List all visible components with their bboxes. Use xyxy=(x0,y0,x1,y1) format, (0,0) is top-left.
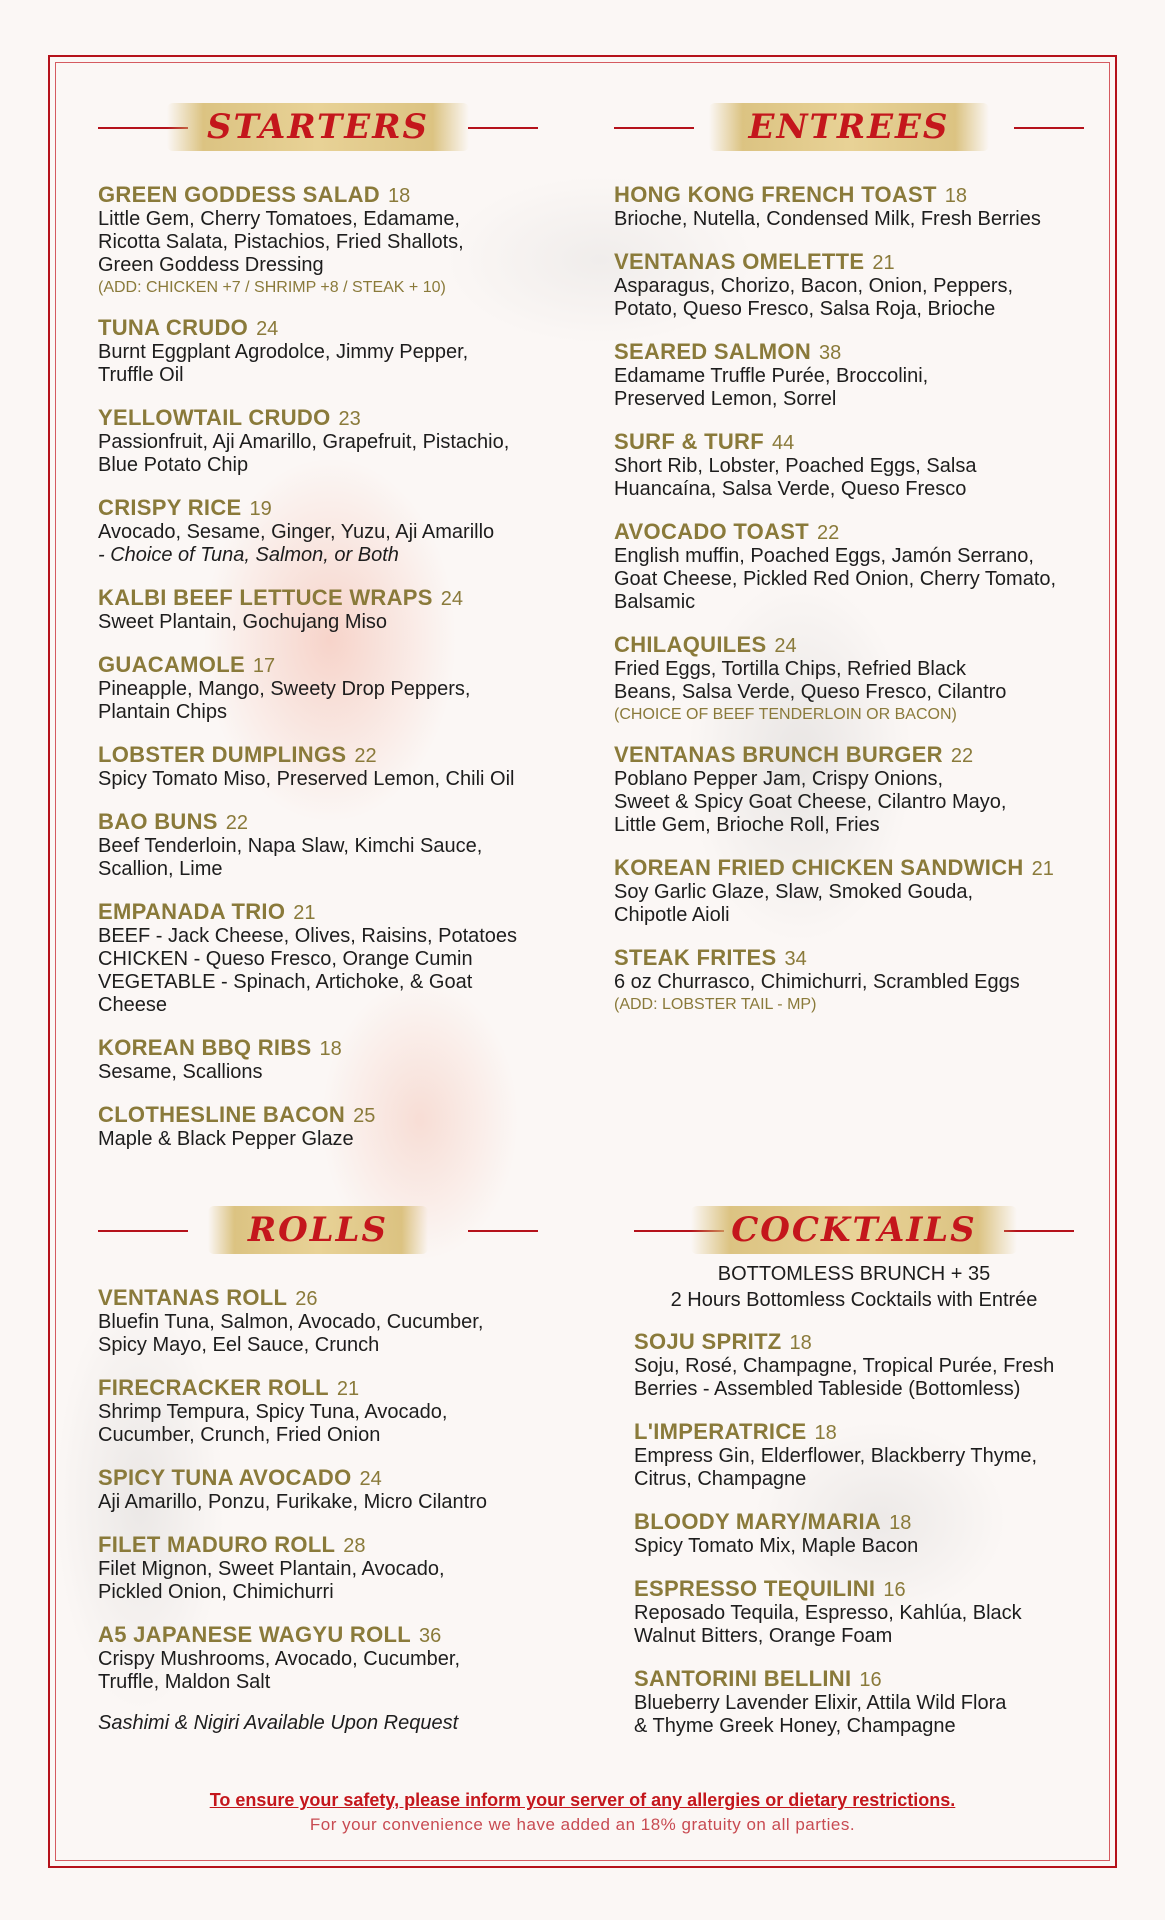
item-description: Aji Amarillo, Ponzu, Furikake, Micro Cilantro xyxy=(98,1491,488,1513)
allergy-warning: To ensure your safety, please inform your server of any allergies or dietary restrictions. xyxy=(209,1790,956,1810)
rolls-title: ROLLS xyxy=(247,1210,389,1250)
item-name: VENTANAS BRUNCH BURGER xyxy=(614,742,943,767)
item-name: VENTANAS OMELETTE xyxy=(614,249,865,274)
item-description: Shrimp Tempura, Spicy Tuna, Avocado, Cucumber, Crunch, Fried Onion xyxy=(98,1401,448,1446)
menu-item xyxy=(614,249,1084,321)
item-name: FILET MADURO ROLL xyxy=(98,1532,336,1557)
item-price: 28 xyxy=(343,1535,366,1557)
item-name: EMPANADA TRIO xyxy=(98,899,286,924)
item-description: Spicy Tomato Mix, Maple Bacon xyxy=(634,1535,919,1557)
item-description: Pineapple, Mango, Sweety Drop Peppers, Plantain Chips xyxy=(98,678,471,723)
item-description: Reposado Tequila, Espresso, Kahlúa, Black Walnut Bitters, Orange Foam xyxy=(634,1602,1022,1647)
menu-item xyxy=(634,1666,1074,1738)
item-price: 16 xyxy=(883,1579,906,1601)
menu-item xyxy=(614,742,1084,837)
item-description: Brioche, Nutella, Condensed Milk, Fresh Berries xyxy=(614,208,1041,230)
item-name: CHILAQUILES xyxy=(614,632,767,657)
starters-title: STARTERS xyxy=(206,107,430,147)
menu-item xyxy=(614,429,1084,501)
item-description: Blueberry Lavender Elixir, Attila Wild Flora & Thyme Greek Honey, Champagne xyxy=(634,1692,1007,1737)
item-description: Beef Tenderloin, Napa Slaw, Kimchi Sauce, Scallion, Lime xyxy=(98,835,483,880)
item-description: Edamame Truffle Purée, Broccolini, Preserved Lemon, Sorrel xyxy=(614,365,929,410)
item-price: 25 xyxy=(353,1105,376,1127)
bottomless-price: BOTTOMLESS BRUNCH + 35 xyxy=(717,1263,991,1285)
item-description: Avocado, Sesame, Ginger, Yuzu, Aji Amarillo xyxy=(98,521,495,543)
item-name: CLOTHESLINE BACON xyxy=(98,1102,346,1127)
menu-item xyxy=(98,585,538,634)
item-name: SPICY TUNA AVOCADO xyxy=(98,1465,352,1490)
item-addon-note: (CHOICE OF BEEF TENDERLOIN OR BACON) xyxy=(614,706,957,723)
menu-item xyxy=(98,495,538,567)
item-description: Short Rib, Lobster, Poached Eggs, Salsa Huancaína, Salsa Verde, Queso Fresco xyxy=(614,455,977,500)
menu-item xyxy=(634,1576,1074,1648)
menu-item xyxy=(98,1532,538,1604)
item-name: SURF & TURF xyxy=(614,429,764,454)
menu-item xyxy=(98,1285,538,1357)
cocktails-title: COCKTAILS xyxy=(731,1210,977,1250)
item-name: GUACAMOLE xyxy=(98,652,245,677)
item-price: 23 xyxy=(338,408,361,430)
menu-item xyxy=(634,1509,1074,1558)
rolls-footnote: Sashimi & Nigiri Available Upon Request xyxy=(98,1712,459,1734)
item-name: STEAK FRITES xyxy=(614,945,777,970)
item-description: Spicy Tomato Miso, Preserved Lemon, Chili Oil xyxy=(98,768,515,790)
item-name: SANTORINI BELLINI xyxy=(634,1666,852,1691)
rolls-column xyxy=(98,1205,538,1735)
item-name: BAO BUNS xyxy=(98,809,218,834)
menu-item xyxy=(614,339,1084,411)
item-price: 21 xyxy=(293,902,316,924)
item-price: 24 xyxy=(256,318,279,340)
item-price: 21 xyxy=(336,1378,360,1400)
entrees-column xyxy=(614,102,1084,1032)
item-description: Soy Garlic Glaze, Slaw, Smoked Gouda, Chipotle Aioli xyxy=(614,881,974,926)
item-name: CRISPY RICE xyxy=(98,495,242,520)
menu-item xyxy=(614,182,1084,231)
item-description: Asparagus, Chorizo, Bacon, Onion, Peppers, Potato, Queso Fresco, Salsa Roja, Brioche xyxy=(614,275,1014,320)
item-description: Crispy Mushrooms, Avocado, Cucumber, Truffle, Maldon Salt xyxy=(98,1648,461,1693)
item-price: 38 xyxy=(819,342,842,364)
item-description: Sesame, Scallions xyxy=(98,1061,263,1083)
item-name: YELLOWTAIL CRUDO xyxy=(98,405,331,430)
item-description: Poblano Pepper Jam, Crispy Onions, Sweet & Spicy Goat Cheese, Cilantro Mayo, Little Gem, Brioche Roll, Fries xyxy=(614,768,1007,836)
item-name: VENTANAS ROLL xyxy=(98,1285,288,1310)
item-description: Little Gem, Cherry Tomatoes, Edamame, Ricotta Salata, Pistachios, Fried Shallots, Green Goddess Dressing xyxy=(98,208,464,276)
item-price: 22 xyxy=(816,522,840,544)
item-description: English muffin, Poached Eggs, Jamón Serrano, Goat Cheese, Pickled Red Onion, Cherry Tomato, Balsamic xyxy=(614,545,1057,613)
item-price: 17 xyxy=(252,655,276,677)
item-price: 26 xyxy=(295,1288,318,1310)
item-description: 6 oz Churrasco, Chimichurri, Scrambled Eggs xyxy=(614,971,1020,993)
menu-item xyxy=(98,899,538,1017)
item-price: 44 xyxy=(771,432,795,454)
item-name: L'IMPERATRICE xyxy=(634,1419,807,1444)
item-price: 22 xyxy=(225,812,248,834)
item-price: 18 xyxy=(789,1332,812,1354)
gratuity-notice: For your convenience we have added an 18% gratuity on all parties. xyxy=(309,1815,856,1834)
item-description: Filet Mignon, Sweet Plantain, Avocado, Pickled Onion, Chimichurri xyxy=(98,1558,445,1603)
menu-item xyxy=(614,632,1084,724)
item-name: GREEN GODDESS SALAD xyxy=(98,182,380,207)
item-price: 24 xyxy=(440,588,464,610)
item-price: 24 xyxy=(774,635,797,657)
item-addon-note: (ADD: LOBSTER TAIL - MP) xyxy=(614,996,817,1013)
item-description: Soju, Rosé, Champagne, Tropical Purée, Fresh Berries - Assembled Tableside (Bottomless) xyxy=(634,1355,1055,1400)
item-addon-note: (ADD: CHICKEN +7 / SHRIMP +8 / STEAK + 10) xyxy=(98,279,446,296)
starters-heading xyxy=(98,102,538,152)
menu-item xyxy=(98,182,538,297)
item-name: KOREAN FRIED CHICKEN SANDWICH xyxy=(614,855,1024,880)
rolls-heading xyxy=(98,1205,538,1255)
starters-column xyxy=(98,102,538,1169)
item-price: 18 xyxy=(387,185,411,207)
item-choice: - Choice of Tuna, Salmon, or Both xyxy=(98,544,399,566)
item-price: 21 xyxy=(1031,858,1054,880)
item-name: SOJU SPRITZ xyxy=(634,1329,782,1354)
item-description: Maple & Black Pepper Glaze xyxy=(98,1128,354,1150)
menu-item xyxy=(634,1329,1074,1401)
item-name: KALBI BEEF LETTUCE WRAPS xyxy=(98,585,433,610)
menu-item xyxy=(614,855,1084,927)
item-name: LOBSTER DUMPLINGS xyxy=(98,742,347,767)
item-name: A5 JAPANESE WAGYU ROLL xyxy=(98,1622,412,1647)
item-price: 34 xyxy=(784,948,807,970)
footer xyxy=(0,1790,1165,1835)
menu-item xyxy=(98,652,538,724)
item-name: TUNA CRUDO xyxy=(98,315,249,340)
item-price: 24 xyxy=(359,1468,382,1490)
menu-item xyxy=(634,1419,1074,1491)
menu-item xyxy=(98,809,538,881)
item-description: Sweet Plantain, Gochujang Miso xyxy=(98,611,388,633)
menu-item xyxy=(98,405,538,477)
menu-item xyxy=(98,315,538,387)
item-name: ESPRESSO TEQUILINI xyxy=(634,1576,876,1601)
menu-item xyxy=(98,1375,538,1447)
item-description: Empress Gin, Elderflower, Blackberry Thyme, Citrus, Champagne xyxy=(634,1445,1038,1490)
item-price: 22 xyxy=(950,745,974,767)
item-description: Bluefin Tuna, Salmon, Avocado, Cucumber, Spicy Mayo, Eel Sauce, Crunch xyxy=(98,1311,484,1356)
item-name: AVOCADO TOAST xyxy=(614,519,809,544)
menu-item xyxy=(98,1622,538,1694)
cocktails-heading xyxy=(634,1205,1074,1255)
item-description: Burnt Eggplant Agrodolce, Jimmy Pepper, Truffle Oil xyxy=(98,341,469,386)
item-price: 22 xyxy=(354,745,377,767)
entrees-heading xyxy=(614,102,1084,152)
item-description: BEEF - Jack Cheese, Olives, Raisins, Potatoes CHICKEN - Queso Fresco, Orange Cumin VEGETABLE - Spinach, Artichoke, & Goat Cheese xyxy=(98,925,518,1016)
item-name: FIRECRACKER ROLL xyxy=(98,1375,329,1400)
bottomless-detail: 2 Hours Bottomless Cocktails with Entrée xyxy=(670,1289,1038,1311)
menu-item xyxy=(98,1102,538,1151)
item-price: 21 xyxy=(872,252,895,274)
menu-item xyxy=(614,519,1084,614)
item-price: 18 xyxy=(814,1422,837,1444)
item-price: 16 xyxy=(859,1669,882,1691)
cocktails-column xyxy=(634,1205,1074,1756)
menu-item xyxy=(614,945,1084,1014)
menu-item xyxy=(98,742,538,791)
entrees-title: ENTREES xyxy=(748,107,950,147)
item-name: KOREAN BBQ RIBS xyxy=(98,1035,312,1060)
item-name: BLOODY MARY/MARIA xyxy=(634,1509,882,1534)
item-name: SEARED SALMON xyxy=(614,339,812,364)
bottomless-brunch xyxy=(634,1261,1074,1313)
item-price: 19 xyxy=(249,498,272,520)
menu-item xyxy=(98,1465,538,1514)
item-description: Passionfruit, Aji Amarillo, Grapefruit, Pistachio, Blue Potato Chip xyxy=(98,431,510,476)
item-price: 36 xyxy=(419,1625,442,1647)
item-name: HONG KONG FRENCH TOAST xyxy=(614,182,937,207)
item-price: 18 xyxy=(944,185,968,207)
menu-item xyxy=(98,1035,538,1084)
item-description: Fried Eggs, Tortilla Chips, Refried Black Beans, Salsa Verde, Queso Fresco, Cilantro xyxy=(614,658,1007,703)
item-price: 18 xyxy=(889,1512,912,1534)
item-price: 18 xyxy=(319,1038,342,1060)
